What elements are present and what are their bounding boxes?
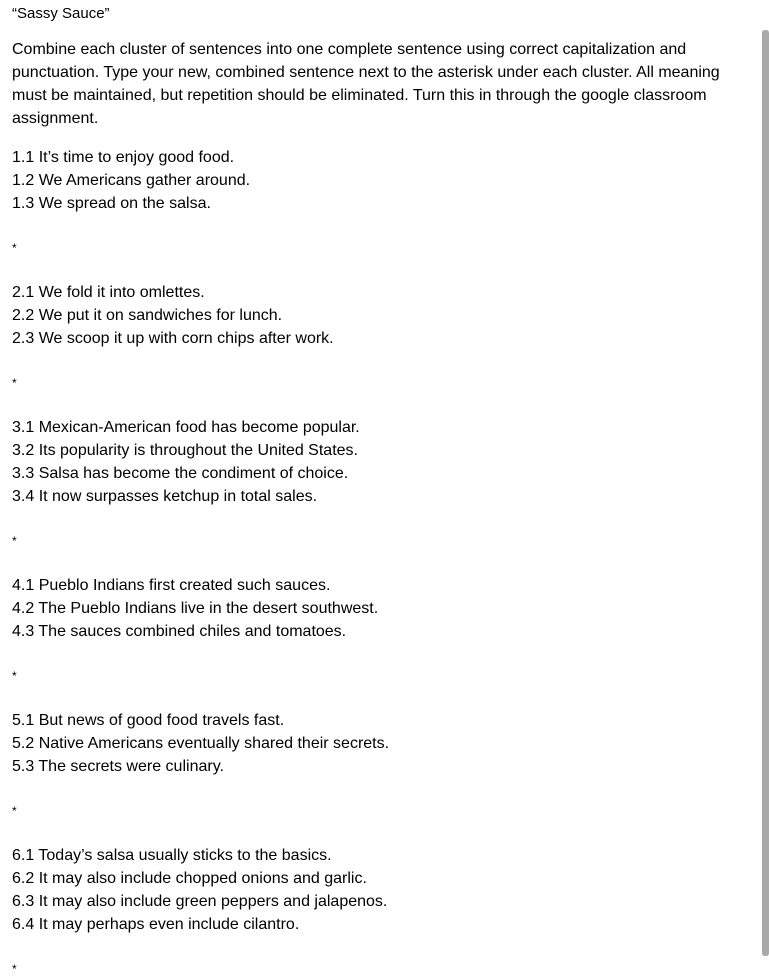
answer-asterisk-3[interactable]: * — [12, 534, 17, 548]
sentence-1-2: 1.2 We Americans gather around. — [12, 172, 251, 189]
answer-asterisk-6[interactable]: * — [12, 962, 17, 976]
sentence-2-1: 2.1 We fold it into omlettes. — [12, 284, 205, 301]
sentence-cluster-4 — [12, 574, 752, 685]
sentence-3-1: 3.1 Mexican-American food has become popular. — [12, 419, 360, 436]
document-page — [12, 0, 752, 978]
document-title: “Sassy Sauce” — [12, 5, 110, 22]
sentence-4-1: 4.1 Pueblo Indians first created such sauces. — [12, 577, 331, 594]
sentence-6-1: 6.1 Today’s salsa usually sticks to the basics. — [12, 847, 332, 864]
sentence-5-1: 5.1 But news of good food travels fast. — [12, 712, 285, 729]
sentence-cluster-3 — [12, 416, 752, 550]
sentence-cluster-2 — [12, 281, 752, 392]
sentence-4-3: 4.3 The sauces combined chiles and tomatoes. — [12, 623, 347, 640]
sentence-3-4: 3.4 It now surpasses ketchup in total sales. — [12, 488, 318, 505]
sentence-cluster-6 — [12, 844, 752, 978]
scrollbar-thumb[interactable] — [762, 30, 769, 956]
sentence-4-2: 4.2 The Pueblo Indians live in the desert southwest. — [12, 600, 379, 617]
sentence-2-3: 2.3 We scoop it up with corn chips after work. — [12, 330, 334, 347]
sentence-6-3: 6.3 It may also include green peppers and jalapenos. — [12, 893, 388, 910]
sentence-2-2: 2.2 We put it on sandwiches for lunch. — [12, 307, 283, 324]
sentence-cluster-5 — [12, 709, 752, 820]
sentence-3-2: 3.2 Its popularity is throughout the United States. — [12, 442, 358, 459]
instructions-paragraph: Combine each cluster of sentences into one complete sentence using correct capitalization and punctuation. Type your new, combined sentence next to the asterisk under each cluster. All meaning must be maintained, but repetition should be eliminated. Turn this in through the google classroom assignment. — [12, 41, 720, 127]
sentence-5-2: 5.2 Native Americans eventually shared their secrets. — [12, 735, 390, 752]
answer-asterisk-4[interactable]: * — [12, 669, 17, 683]
answer-asterisk-1[interactable]: * — [12, 241, 17, 255]
sentence-6-4: 6.4 It may perhaps even include cilantro. — [12, 916, 300, 933]
sentence-3-3: 3.3 Salsa has become the condiment of choice. — [12, 465, 349, 482]
answer-asterisk-5[interactable]: * — [12, 804, 17, 818]
answer-asterisk-2[interactable]: * — [12, 376, 17, 390]
sentence-5-3: 5.3 The secrets were culinary. — [12, 758, 224, 775]
sentence-cluster-1 — [12, 146, 752, 257]
sentence-1-1: 1.1 It’s time to enjoy good food. — [12, 149, 235, 166]
sentence-1-3: 1.3 We spread on the salsa. — [12, 195, 211, 212]
sentence-6-2: 6.2 It may also include chopped onions and garlic. — [12, 870, 367, 887]
